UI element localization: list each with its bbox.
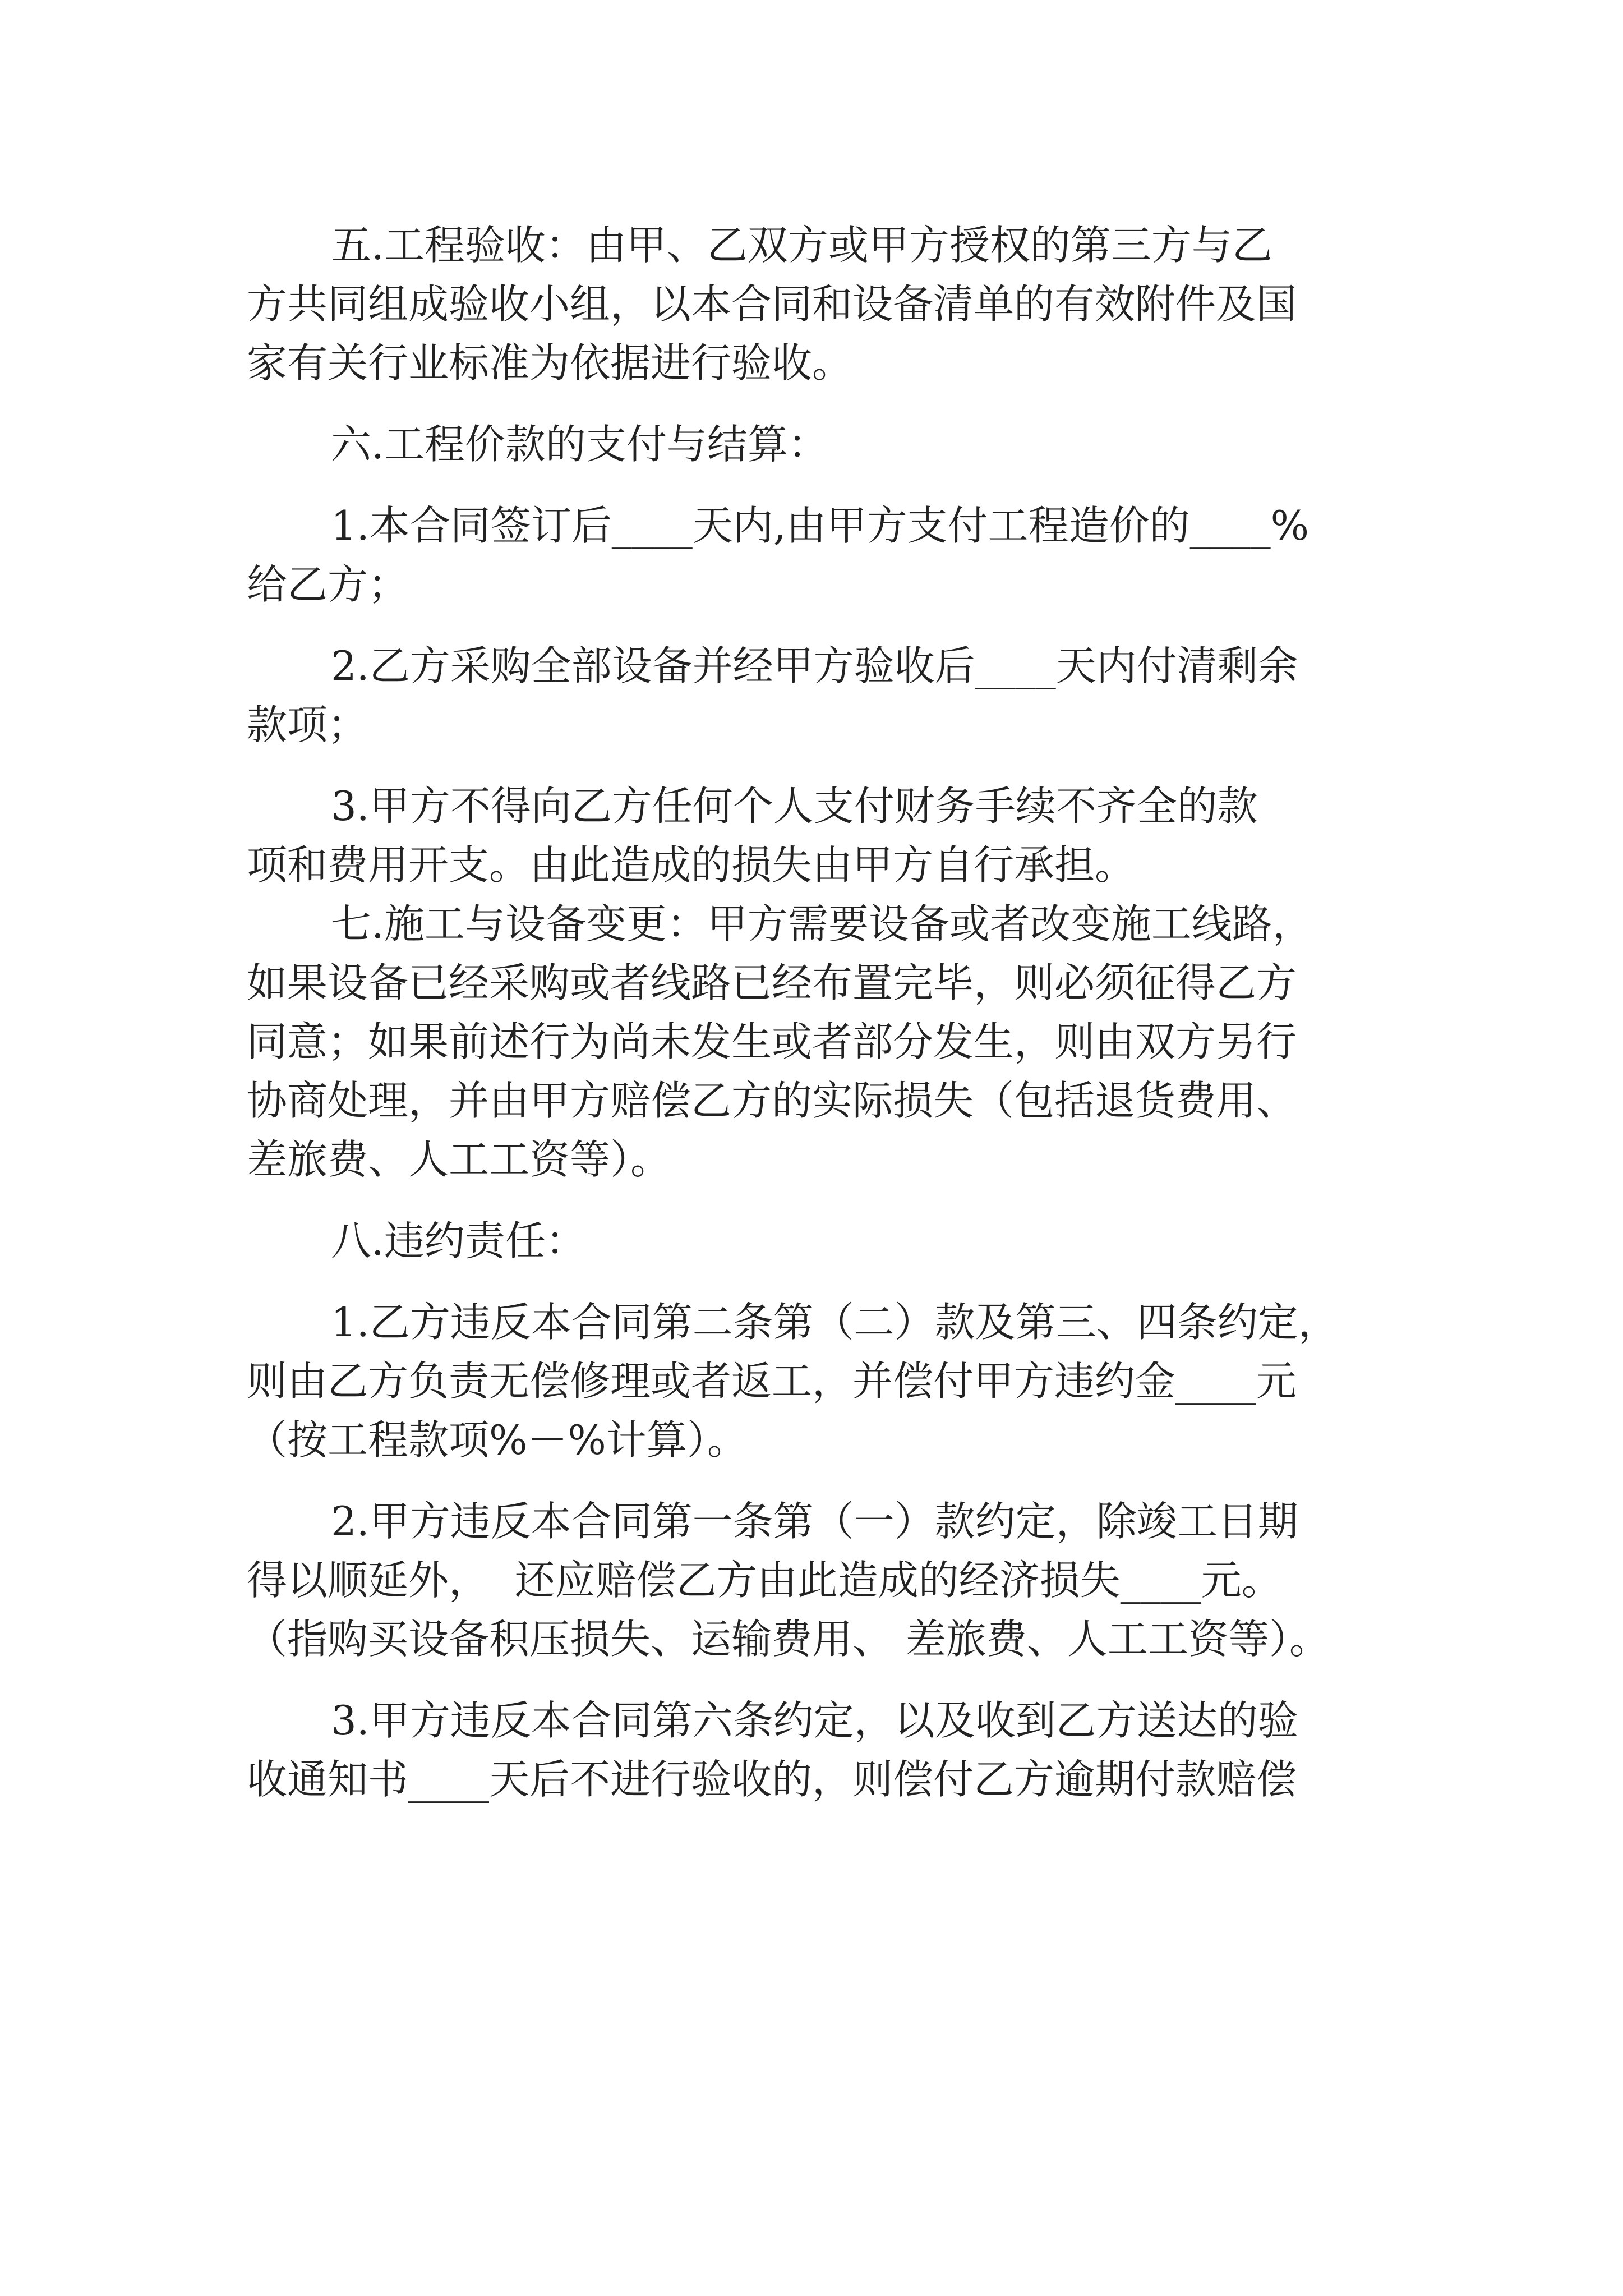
text-line: 家有关行业标准为依据进行验收。 xyxy=(247,339,853,386)
text-line: （按工程款项%－%计算）。 xyxy=(247,1416,748,1464)
text-line: 五.工程验收：由甲、乙双方或甲方授权的第三方与乙 xyxy=(331,222,1272,269)
text-line: 1.乙方违反本合同第二条第（二）款及第三、四条约定， xyxy=(331,1299,1339,1346)
text-line: 得以顺延外， 还应赔偿乙方由此造成的经济损失____元。 xyxy=(247,1557,1282,1604)
section-heading: 六.工程价款的支付与结算： xyxy=(331,421,828,468)
text-line: 款项； xyxy=(247,701,368,748)
text-line: 项和费用开支。由此造成的损失由甲方自行承担。 xyxy=(247,841,1136,889)
text-line: 收通知书____天后不进行验收的，则偿付乙方逾期付款赔偿 xyxy=(247,1756,1297,1803)
text-line: 差旅费、人工工资等）。 xyxy=(247,1136,671,1183)
text-line: 则由乙方负责无偿修理或者返工，并偿付甲方违约金____元 xyxy=(247,1358,1297,1405)
text-line: （指购买设备积压损失、运输费用、 差旅费、人工工资等）。 xyxy=(247,1616,1330,1663)
text-line: 2.甲方违反本合同第一条第（一）款约定，除竣工日期 xyxy=(331,1498,1298,1545)
text-line: 1.本合同签订后____天内,由甲方支付工程造价的____% xyxy=(331,502,1309,549)
text-line: 如果设备已经采购或者线路已经布置完毕，则必须征得乙方 xyxy=(247,959,1297,1006)
text-line: 3.甲方违反本合同第六条约定，以及收到乙方送达的验 xyxy=(331,1697,1298,1744)
text-line: 协商处理，并由甲方赔偿乙方的实际损失（包括退货费用、 xyxy=(247,1077,1297,1124)
text-line: 七.施工与设备变更：甲方需要设备或者改变施工线路， xyxy=(331,900,1313,947)
text-line: 2.乙方采购全部设备并经甲方验收后____天内付清剩余 xyxy=(331,642,1298,689)
text-line: 方共同组成验收小组，以本合同和设备清单的有效附件及国 xyxy=(247,280,1297,328)
text-line: 同意；如果前述行为尚未发生或者部分发生，则由双方另行 xyxy=(247,1018,1297,1065)
text-line: 3.甲方不得向乙方任何个人支付财务手续不齐全的款 xyxy=(331,783,1258,830)
section-heading: 八.违约责任： xyxy=(331,1217,586,1264)
document-body xyxy=(247,216,1413,1809)
text-line: 给乙方； xyxy=(247,561,409,608)
